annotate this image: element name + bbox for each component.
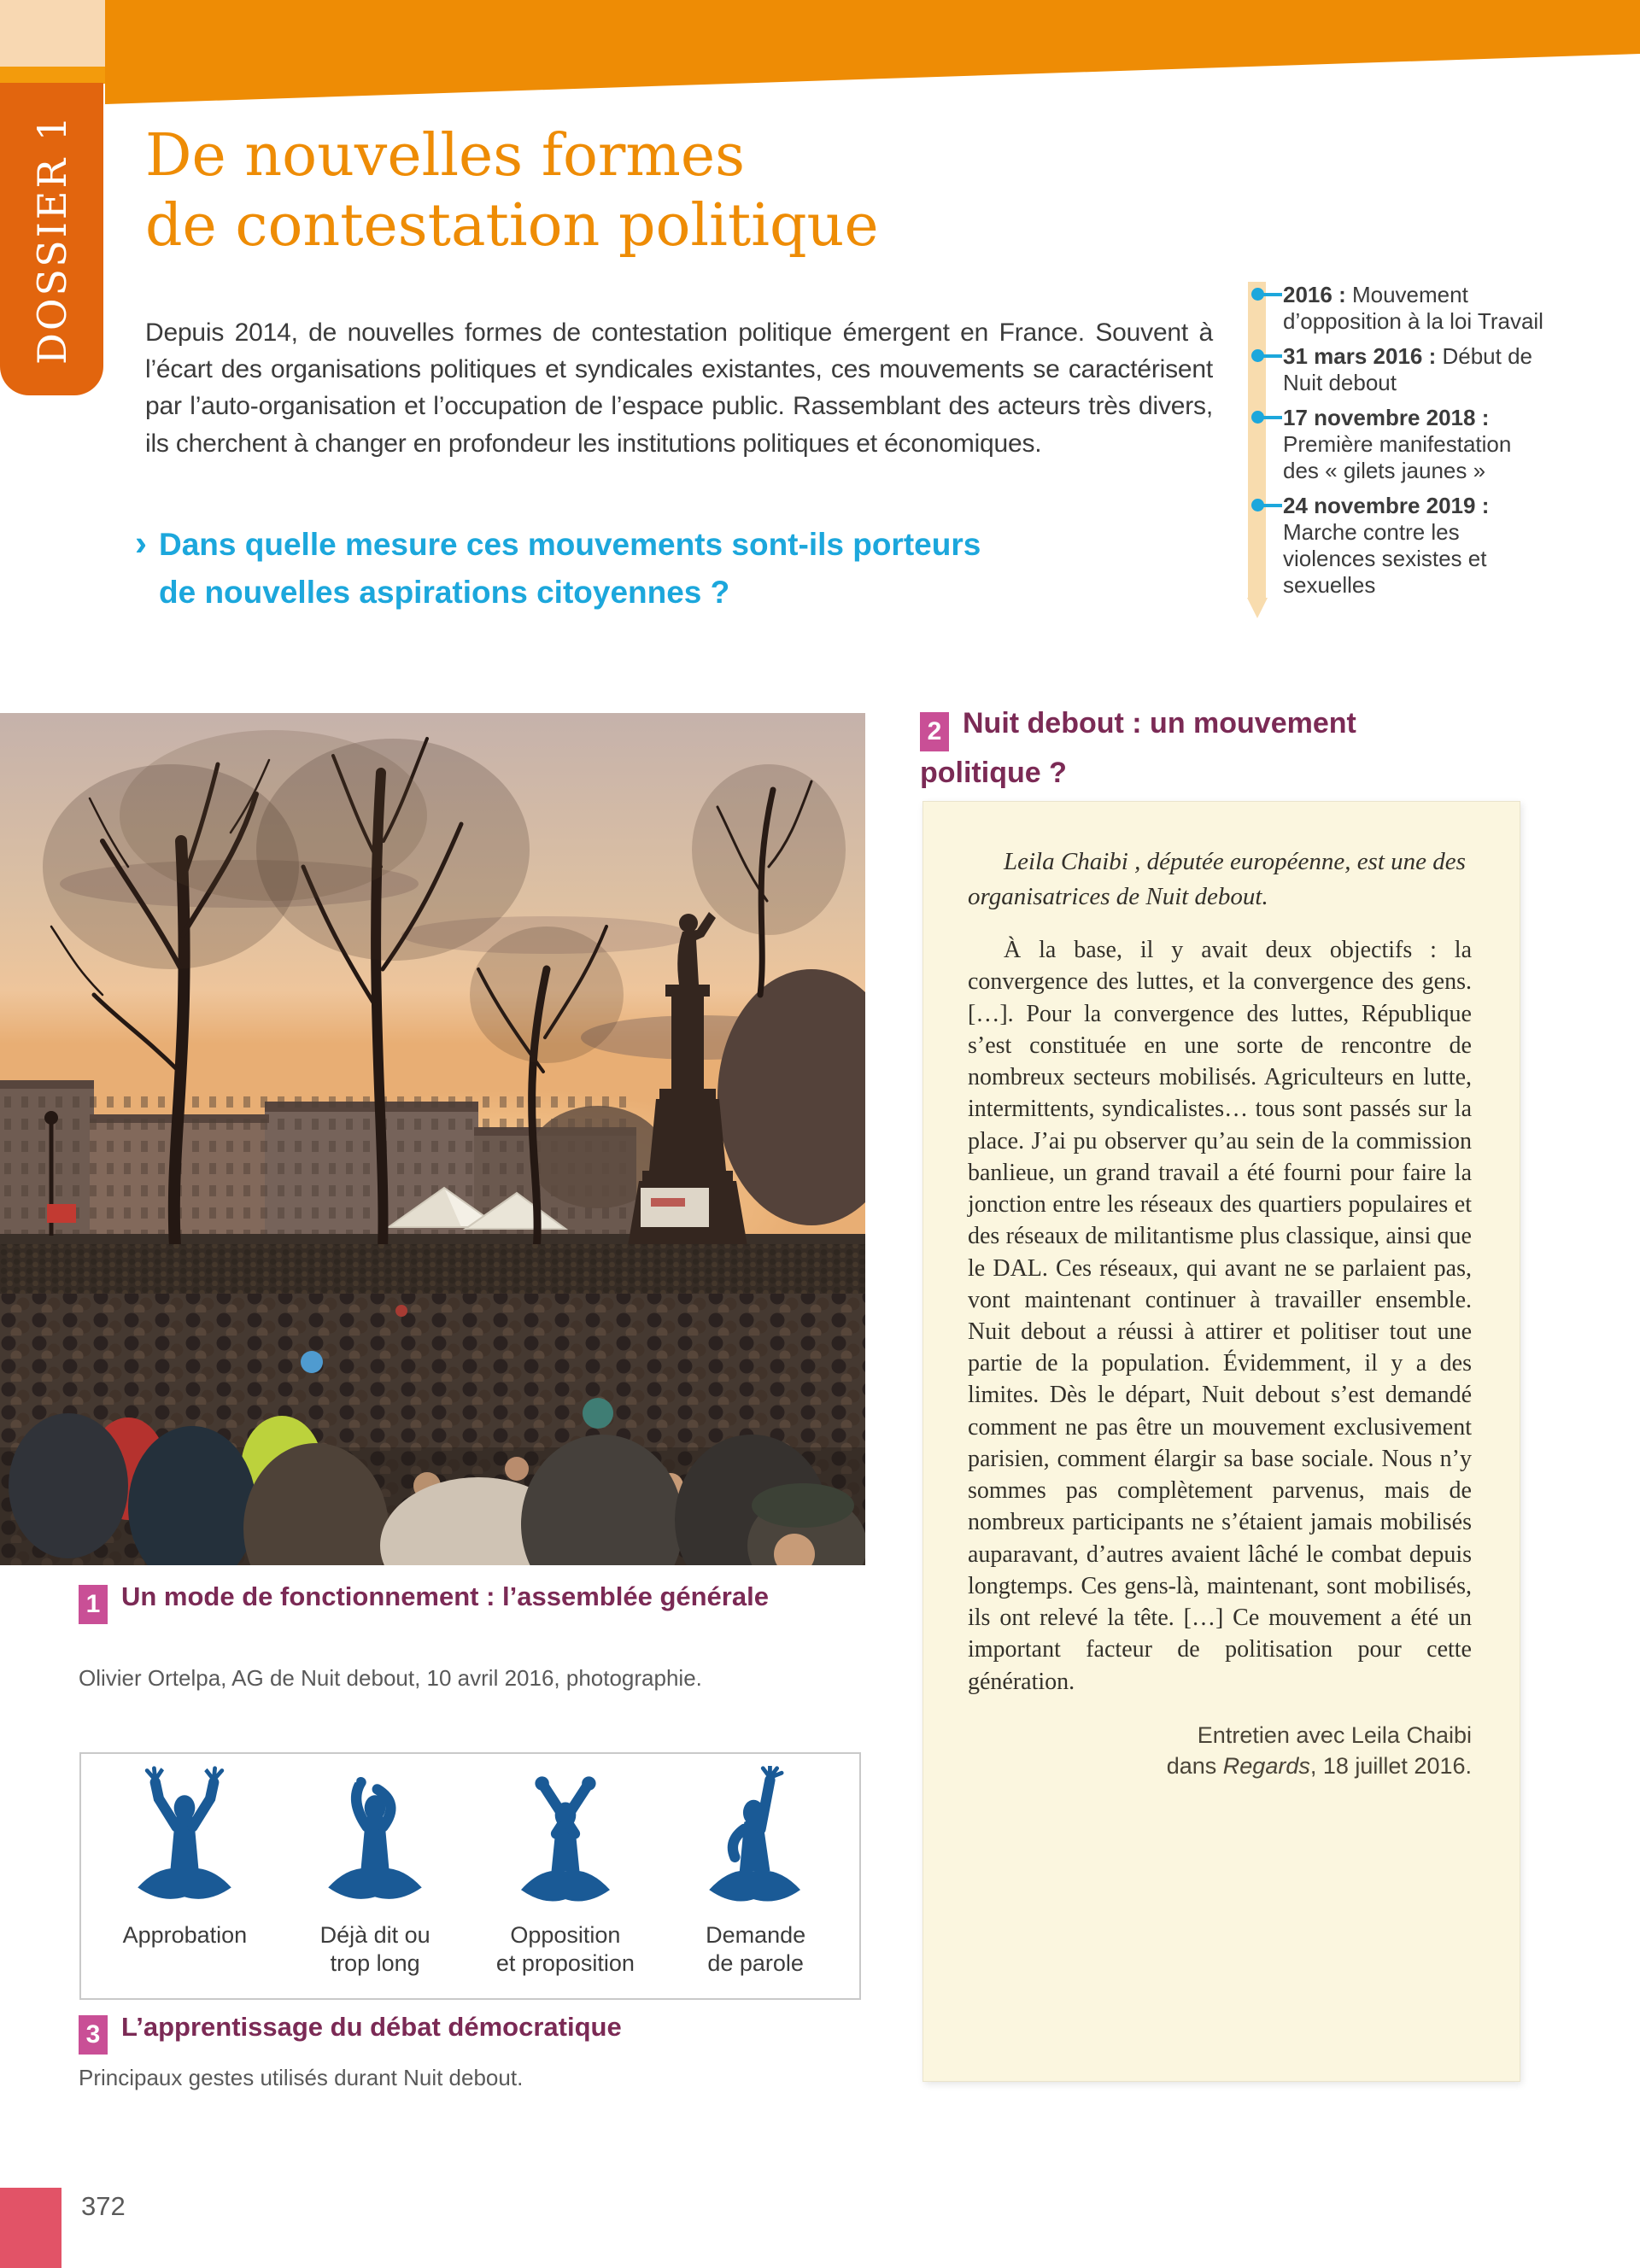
- timeline-entry: [1283, 282, 1543, 335]
- timeline-text: Marche contre les violences sexistes et sexuelles: [1283, 519, 1487, 598]
- gesture-demande-parole-icon: [682, 1766, 829, 1918]
- timeline-entry: [1283, 343, 1543, 396]
- intro-paragraph: Depuis 2014, de nouvelles formes de contestation politique émergent en France. Souvent à l’écart des organisations politiques et syndicales existantes, ces mouvements se caractérisent par l’auto-organisation et l’occupation de l’espace public. Rassemblant des acteurs très divers, ils cherchent à changer en profondeur les institutions politiques et économiques.: [145, 319, 1213, 458]
- timeline-entries: [1283, 282, 1543, 599]
- doc3-caption: [79, 2008, 847, 2055]
- doc1-title: Un mode de fonctionnement : l’assemblée générale: [121, 1581, 769, 1611]
- gesture-deja-dit-icon: [302, 1766, 448, 1918]
- crowd-photo-illustration: [0, 713, 865, 1565]
- doc1-number-badge: 1: [79, 1585, 108, 1624]
- guiding-question: [135, 521, 1117, 616]
- page-title-line1: De nouvelles formes: [145, 122, 746, 190]
- doc2-number-badge: 2: [920, 712, 949, 751]
- page-title: [145, 121, 1256, 260]
- gesture-label: Déjà dit ou trop long: [319, 1922, 430, 1976]
- corner-orange-strip: [0, 67, 105, 84]
- doc2-attribution: Entretien avec Leila Chaibi dans Regards, 18 juillet 2016.: [1166, 1721, 1472, 1780]
- doc1-credit: Olivier Ortelpa, AG de Nuit debout, 10 avril 2016, photographie.: [79, 1665, 702, 1691]
- timeline-text: Début de Nuit debout: [1283, 343, 1533, 395]
- timeline-text: Mouvement d’opposition à la loi Travail: [1283, 282, 1543, 334]
- gesture-opposition: [472, 1766, 659, 1978]
- timeline-entry: [1283, 493, 1543, 599]
- doc2-body: À la base, il y avait deux objectifs : la convergence des luttes, et la convergence des gens.[…]. Pour la convergence des luttes, République s’est constituée en une sorte de rencontre de nombreux secteurs mobilisés. Agriculteurs en lutte, intermittents, syndicalistes… tous sont passés sur la place. J’ai pu observer qu’au sein de la commission banlieue, un grand travail a été fourni pour faire la jonction entre les réseaux des quartiers populaires et des réseaux de militantisme plus classique, ainsi que le DAL. Ces réseaux, qui avant ne se parlaient pas, vont maintenant continuer à travailler ensemble. Nuit debout a réussi à attirer et politiser tout une partie de la population. Évidemment, il y a des limites. Dès le départ, Nuit debout s’est demandé comment ne pas être un mouvement exclusivement parisien, comment élargir sa base sociale. Nous n’y sommes pas complètement parvenus, mais de nombreux participants ne s’étaient jamais mobilisés auparavant, d’autres avaient lâché le combat depuis longtemps. Ces gens-là, maintenant, sont mobilisés, ils ont relevé la tête. […] Ce mouvement a été un important facteur de politisation pour cette génération.: [968, 937, 1472, 1695]
- gesture-demande-parole: [662, 1766, 850, 1978]
- gesture-label: Opposition et proposition: [495, 1922, 635, 1976]
- footer-pink-square: [0, 2188, 62, 2268]
- page-title-line2: de contestation politique: [145, 191, 879, 260]
- guiding-question-text: [159, 521, 981, 616]
- timeline-tick-icon: [1262, 293, 1282, 296]
- timeline-date: 31 mars 2016 :: [1283, 343, 1437, 369]
- timeline-tick-icon: [1262, 416, 1282, 419]
- guiding-question-line2: de nouvelles aspirations citoyennes ?: [159, 574, 730, 610]
- gesture-box: [79, 1752, 861, 2000]
- gesture-label: Approbation: [122, 1922, 248, 1948]
- doc3-number-badge: 3: [79, 2015, 108, 2055]
- timeline-date: 2016 :: [1283, 282, 1346, 307]
- corner-peach-square: [0, 0, 105, 67]
- timeline-tick-icon: [1262, 504, 1282, 507]
- doc1-caption: [79, 1578, 813, 1624]
- doc2-title: Nuit debout : un mouvement politique ?: [920, 707, 1356, 789]
- doc2-quote-box: [922, 801, 1520, 2082]
- timeline-text: Première manifestation des « gilets jaunes »: [1283, 431, 1512, 483]
- timeline-bar: [1248, 282, 1266, 598]
- guiding-question-line1: Dans quelle mesure ces mouvements sont-ils porteurs: [159, 527, 981, 562]
- doc2-intro: Leila Chaibi , députée européenne, est une des organisatrices de Nuit debout.: [968, 848, 1466, 910]
- page-number: 372: [81, 2191, 126, 2221]
- doc3-description: Principaux gestes utilisés durant Nuit debout.: [79, 2065, 524, 2090]
- top-orange-band: [0, 0, 1640, 107]
- timeline-arrow-icon: [1247, 598, 1268, 618]
- gesture-opposition-icon: [492, 1766, 639, 1918]
- gesture-deja-dit: [281, 1766, 469, 1978]
- dossier-label: DOSSIER 1: [28, 113, 75, 365]
- doc2-heading: [920, 702, 1403, 795]
- gesture-approbation: [91, 1766, 278, 1949]
- timeline-date: 17 novembre 2018 :: [1283, 405, 1490, 430]
- doc3-title: L’apprentissage du débat démocratique: [121, 2012, 622, 2042]
- crowd-photo: [0, 713, 865, 1565]
- timeline-date: 24 novembre 2019 :: [1283, 493, 1490, 518]
- chevron-icon: ›: [135, 523, 147, 563]
- timeline-entry: [1283, 405, 1543, 484]
- timeline-tick-icon: [1262, 354, 1282, 358]
- gesture-approbation-icon: [111, 1766, 258, 1918]
- gesture-label: Demande de parole: [706, 1922, 806, 1976]
